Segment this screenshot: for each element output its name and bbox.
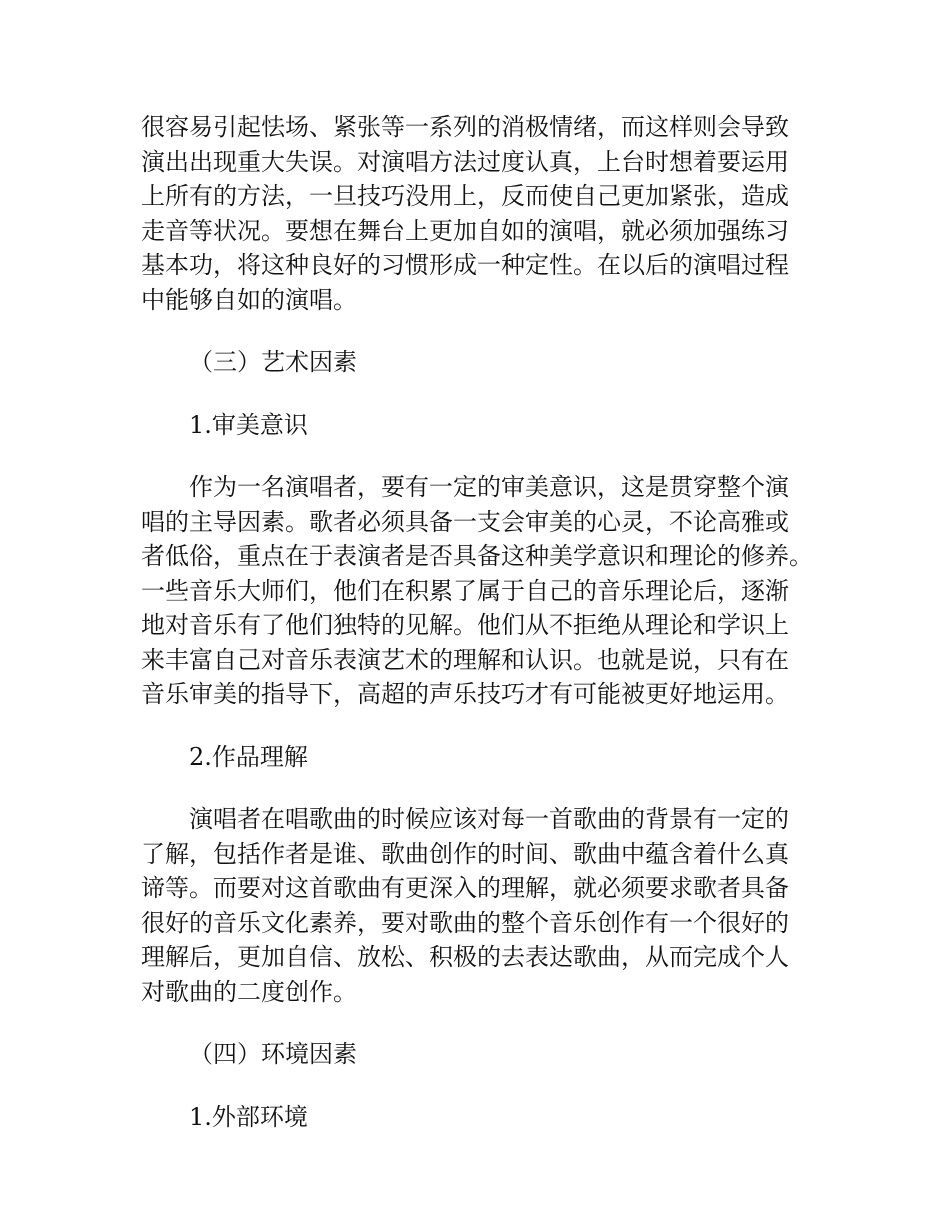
text-line: 很好的音乐文化素养，要对歌曲的整个音乐创作有一个很好的 — [141, 908, 789, 937]
subsection-heading: 1.审美意识 — [189, 410, 308, 439]
spacer — [141, 1009, 817, 1037]
text-line: 者低俗，重点在于表演者是否具备这种美学意识和理论的修养。 — [141, 542, 813, 570]
text-line: 谛等。而要对这首歌曲有更深入的理解，就必须要求歌者具备 — [141, 874, 789, 902]
text-line: 上所有的方法，一旦技巧没用上，反而使自己更加紧张，造成 — [141, 182, 789, 210]
spacer — [141, 774, 817, 802]
text-line: 对歌曲的二度创作。 — [141, 977, 357, 1006]
spacer — [141, 712, 817, 740]
text-line: 地对音乐有了他们独特的见解。他们从不拒绝从理论和学识上 — [141, 611, 789, 639]
text-line: 演出出现重大失误。对演唱方法过度认真，上台时想着要运用 — [141, 147, 789, 176]
text-line: 唱的主导因素。歌者必须具备一支会审美的心灵，不论高雅或 — [141, 507, 789, 536]
spacer — [141, 317, 817, 345]
subsection-heading: 1.外部环境 — [189, 1102, 308, 1131]
text-line: 音乐审美的指导下，高超的声乐技巧才有可能被更好地运用。 — [141, 680, 789, 708]
document-body — [141, 110, 817, 1134]
subsection-heading: 2.作品理解 — [189, 742, 308, 771]
section-heading: （四）环境因素 — [189, 1040, 357, 1068]
section-heading: （三）艺术因素 — [189, 348, 357, 376]
text-line: 中能够自如的演唱。 — [141, 285, 357, 314]
text-line: 了解，包括作者是谁、歌曲创作的时间、歌曲中蕴含着什么真 — [141, 839, 789, 868]
text-line: 走音等状况。要想在舞台上更加自如的演唱，就必须加强练习 — [141, 216, 789, 245]
spacer — [141, 442, 817, 470]
paragraph — [141, 110, 817, 317]
text-line: 来丰富自己对音乐表演艺术的理解和认识。也就是说，只有在 — [141, 645, 789, 674]
text-line: 基本功，将这种良好的习惯形成一种定性。在以后的演唱过程 — [141, 251, 789, 279]
text-line: 很容易引起怯场、紧张等一系列的消极情绪，而这样则会导致 — [141, 113, 789, 141]
text-line: 作为一名演唱者，要有一定的审美意识，这是贯穿整个演 — [189, 473, 789, 501]
spacer — [141, 380, 817, 408]
spacer — [141, 1072, 817, 1100]
text-line: 演唱者在唱歌曲的时候应该对每一首歌曲的背景有一定的 — [189, 805, 789, 833]
paragraph — [141, 470, 817, 712]
paragraph — [141, 802, 817, 1009]
text-line: 一些音乐大师们，他们在积累了属于自己的音乐理论后，逐渐 — [141, 576, 789, 605]
text-line: 理解后，更加自信、放松、积极的去表达歌曲，从而完成个人 — [141, 943, 789, 971]
